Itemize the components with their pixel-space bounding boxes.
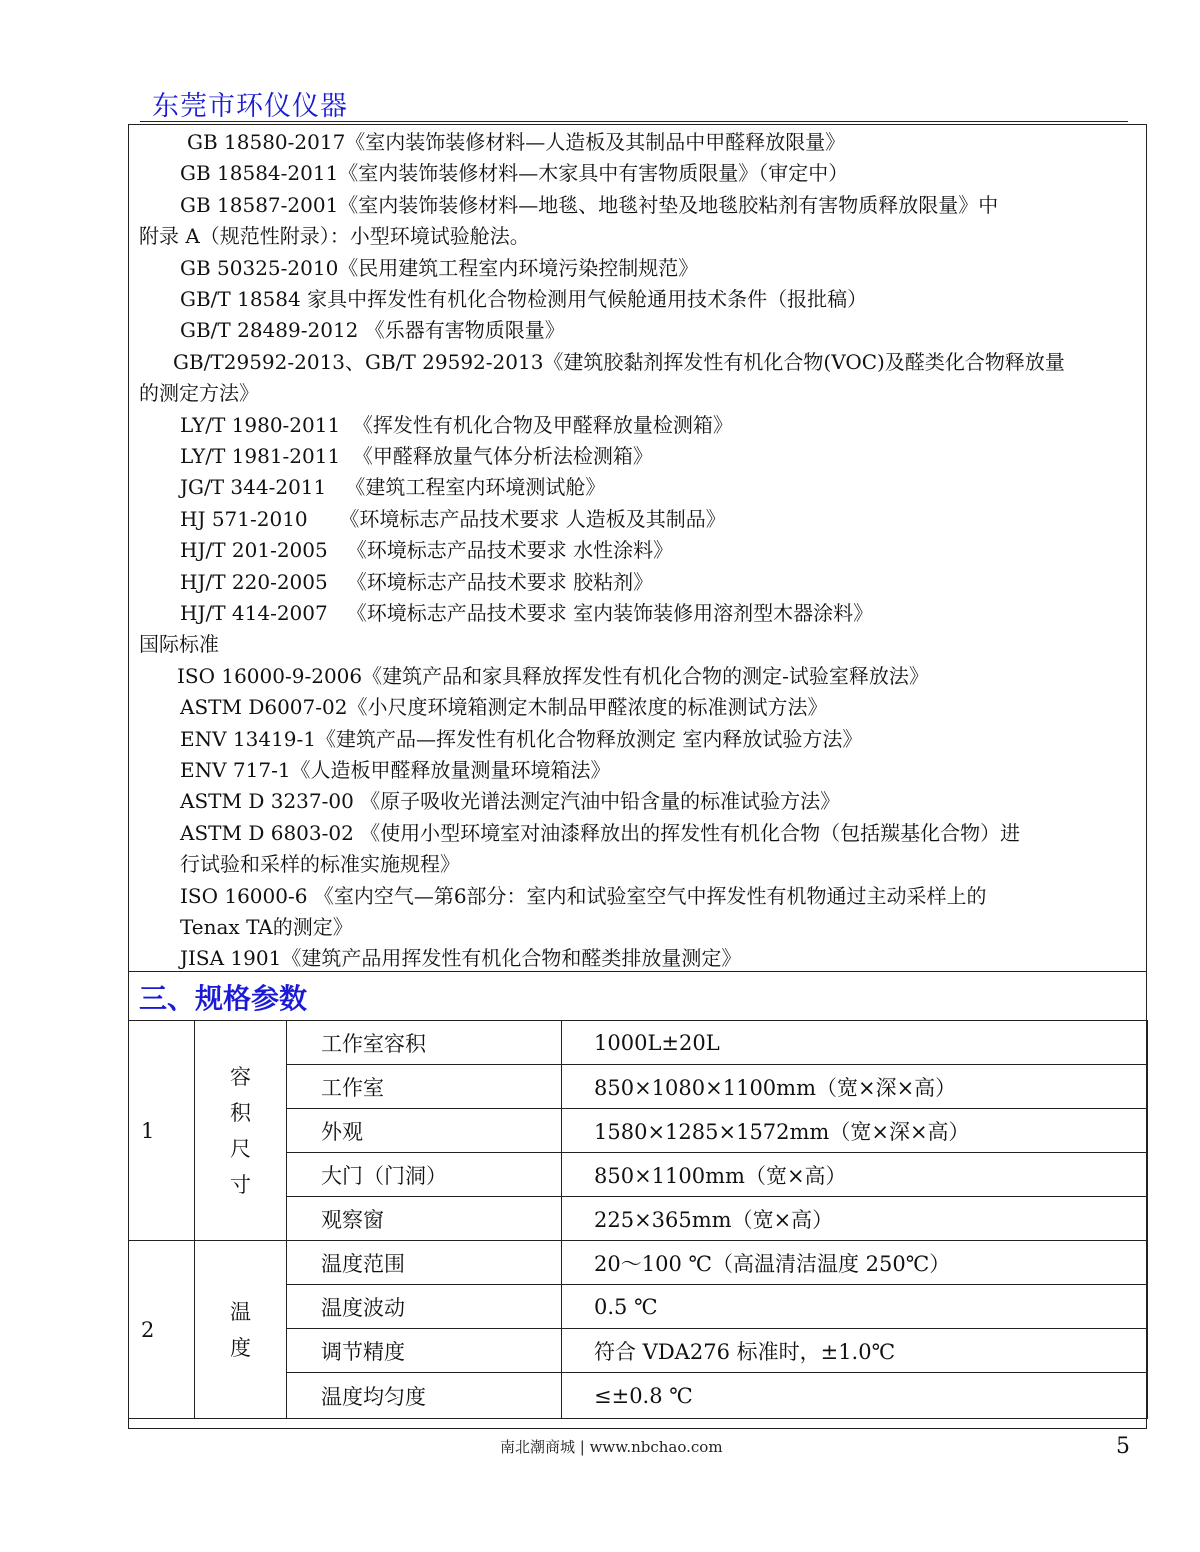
spec-table <box>128 1020 1148 1419</box>
spec-param-name: 观察窗 <box>287 1197 562 1241</box>
spec-param-value: 850×1100mm（宽×高） <box>562 1153 1148 1197</box>
standard-line: 附录 A（规范性附录）：小型环境试验舱法。 <box>139 224 530 249</box>
spec-param-value: ≤±0.8 ℃ <box>562 1373 1148 1419</box>
spec-param-name: 大门（门洞） <box>287 1153 562 1197</box>
spec-param-name: 外观 <box>287 1109 562 1153</box>
spec-param-name: 温度范围 <box>287 1241 562 1285</box>
spec-param-name: 温度波动 <box>287 1285 562 1329</box>
spec-param-value: 符合 VDA276 标准时，±1.0℃ <box>562 1329 1148 1373</box>
standard-line: GB 18580-2017《室内装饰装修材料—人造板及其制品中甲醛释放限量》 <box>187 130 846 154</box>
standard-line: LY/T 1980-2011 《挥发性有机化合物及甲醛释放量检测箱》 <box>180 412 733 437</box>
document-frame <box>128 124 1147 1429</box>
spec-group-category <box>195 1021 287 1241</box>
header-divider <box>140 121 1128 122</box>
spec-group-number: 1 <box>129 1021 195 1241</box>
spec-group-category-text: 温度 <box>230 1299 251 1360</box>
standard-line: HJ/T 201-2005 《环境标志产品技术要求 水性涂料》 <box>180 538 674 563</box>
standard-line: ENV 13419-1《建筑产品—挥发性有机化合物释放测定 室内释放试验方法》 <box>180 726 863 751</box>
standard-line: HJ/T 220-2005 《环境标志产品技术要求 胶粘剂》 <box>180 569 654 594</box>
standard-line: GB/T 18584 家具中挥发性有机化合物检测用气候舱通用技术条件（报批稿） <box>180 287 868 311</box>
company-name: 东莞市环仪仪器 <box>152 91 348 122</box>
standard-line: ASTM D 3237-00 《原子吸收光谱法测定汽油中铅含量的标准试验方法》 <box>180 789 841 814</box>
standard-line: ENV 717-1《人造板甲醛释放量测量环境箱法》 <box>180 758 611 782</box>
standard-line: ASTM D 6803-02 《使用小型环境室对油漆释放出的挥发性有机化合物（包括羰基化合物）进 <box>180 820 1021 845</box>
spec-param-name: 温度均匀度 <box>287 1373 562 1419</box>
standard-line: Tenax TA的测定》 <box>180 915 353 939</box>
standard-line: ISO 16000-6 《室内空气—第6部分：室内和试验室空气中挥发性有机物通过主动采样上的 <box>180 883 987 908</box>
standard-line: HJ/T 414-2007 《环境标志产品技术要求 室内装饰装修用溶剂型木器涂料》 <box>180 601 874 625</box>
standards-list <box>129 125 1146 971</box>
spec-param-value: 1580×1285×1572mm（宽×深×高） <box>562 1109 1148 1153</box>
spec-param-name: 调节精度 <box>287 1329 562 1373</box>
standard-line: GB/T 28489-2012 《乐器有害物质限量》 <box>180 318 565 343</box>
standard-line: ASTM D6007-02《小尺度环境箱测定木制品甲醛浓度的标准测试方法》 <box>180 695 828 720</box>
standard-line: GB 18584-2011《室内装饰装修材料—木家具中有害物质限量》（审定中） <box>180 161 849 186</box>
spec-param-name: 工作室容积 <box>287 1021 562 1065</box>
spec-row <box>129 1241 1148 1285</box>
spec-param-value: 850×1080×1100mm（宽×深×高） <box>562 1065 1148 1109</box>
spec-group-number: 2 <box>129 1241 195 1419</box>
standard-line: 行试验和采样的标准实施规程》 <box>180 852 460 877</box>
standard-line: JISA 1901《建筑产品用挥发性有机化合物和醛类排放量测定》 <box>180 946 742 971</box>
footer-site: 南北潮商城 | www.nbchao.com <box>500 1438 723 1456</box>
standard-line: GB 18587-2001《室内装饰装修材料—地毯、地毯衬垫及地毯胶粘剂有害物质释放限量》中 <box>180 192 999 217</box>
spec-param-value: 225×365mm（宽×高） <box>562 1197 1148 1241</box>
spec-param-name: 工作室 <box>287 1065 562 1109</box>
standard-line: GB 50325-2010《民用建筑工程室内环境污染控制规范》 <box>180 255 699 280</box>
spec-param-value: 20～100 ℃（高温清洁温度 250℃） <box>562 1241 1148 1285</box>
standard-line: HJ 571-2010 《环境标志产品技术要求 人造板及其制品》 <box>180 506 726 531</box>
standard-line: GB/T29592-2013、GB/T 29592-2013《建筑胶黏剂挥发性有机化合物(VOC)及醛类化合物释放量 <box>173 349 1065 374</box>
spec-group-category <box>195 1241 287 1419</box>
standard-line: LY/T 1981-2011 《甲醛释放量气体分析法检测箱》 <box>180 444 653 468</box>
page-number: 5 <box>1116 1434 1130 1459</box>
standard-line: 的测定方法》 <box>139 381 259 406</box>
spec-param-value: 0.5 ℃ <box>562 1285 1148 1329</box>
section-divider-top <box>129 971 1146 972</box>
section-title: 三、规格参数 <box>139 982 308 1015</box>
standard-line: JG/T 344-2011 《建筑工程室内环境测试舱》 <box>180 475 606 500</box>
spec-group-category-text: 容积尺寸 <box>230 1064 251 1197</box>
standard-line: 国际标准 <box>139 632 219 657</box>
spec-row <box>129 1021 1148 1065</box>
standard-line: ISO 16000-9-2006《建筑产品和家具释放挥发性有机化合物的测定-试验室释放法》 <box>177 663 929 688</box>
spec-param-value: 1000L±20L <box>562 1021 1148 1065</box>
